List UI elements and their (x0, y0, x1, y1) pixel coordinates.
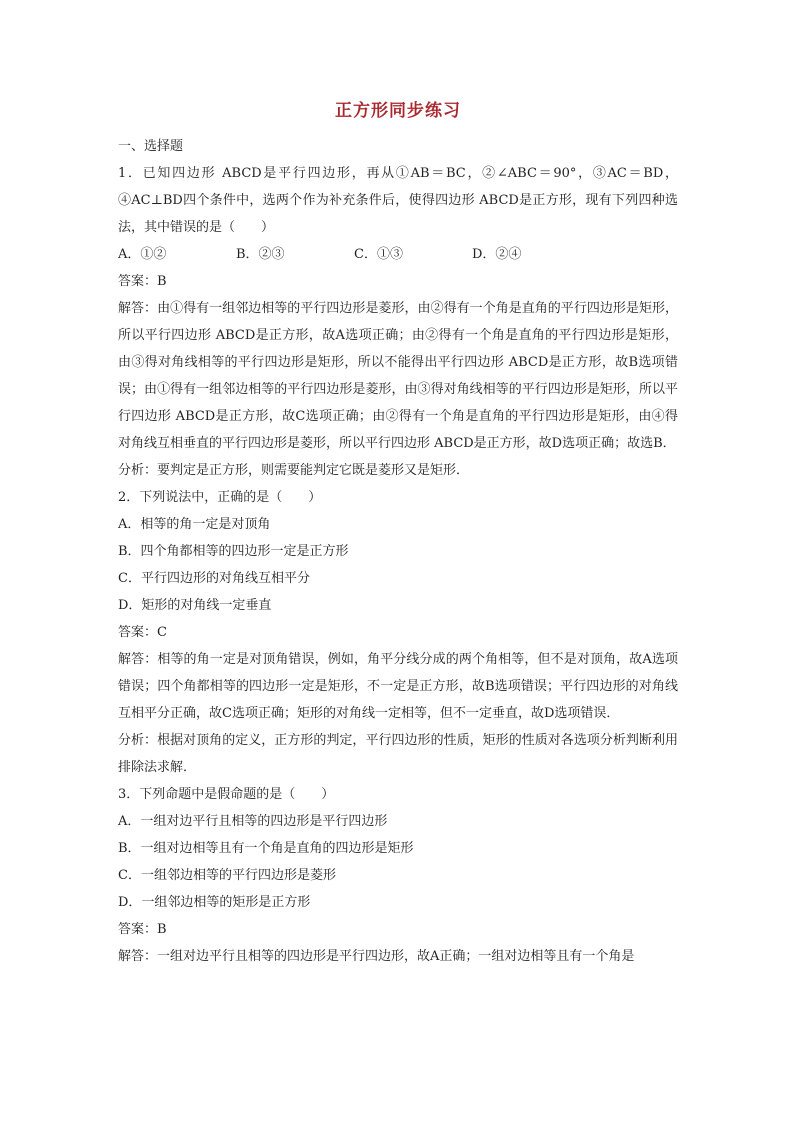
q2-option-d: D．矩形的对角线一定垂直 (118, 598, 272, 613)
q1-option-d: D．②④ (472, 247, 522, 262)
q3-option-b: B．一组对边相等且有一个角是直角的四边形是矩形 (118, 841, 414, 856)
q1-answer: 答案：B (118, 274, 167, 289)
q2-answer: 答案：C (118, 625, 167, 640)
q3-stem: 3．下列命题中是假命题的是（ ） (118, 787, 335, 802)
q2-analysis: 分析：根据对顶角的定义，正方形的判定，平行四边形的性质，矩形的性质对各选项分析判断利用排除法求解． (118, 733, 678, 775)
q3-option-c: C．一组邻边相等的平行四边形是菱形 (118, 868, 336, 883)
q1-option-b: B．②③ (236, 247, 285, 262)
page-title: 正方形同步练习 (335, 101, 461, 121)
section-heading: 一、选择题 (118, 139, 184, 154)
q2-explanation: 解答：相等的角一定是对顶角错误，例如，角平分线分成的两个角相等，但不是对顶角，故A选项错误；四个角都相等的四边形一定是矩形，不一定是正方形，故B选项错误；平行四边形的对角线互相平分正确，故C选项正确；矩形的对角线一定相等，但不一定垂直，故D选项错误． (118, 652, 678, 721)
q1-analysis: 分析：要判定是正方形，则需要能判定它既是菱形又是矩形． (118, 463, 470, 478)
q2-option-a: A．相等的角一定是对顶角 (118, 517, 271, 532)
q3-option-d: D．一组邻边相等的矩形是正方形 (118, 895, 311, 910)
q2-option-c: C．平行四边形的对角线互相平分 (118, 571, 310, 586)
q1-option-c: C．①③ (354, 247, 403, 262)
document-page (118, 96, 678, 970)
q3-answer: 答案：B (118, 922, 167, 937)
q1-stem: 1．已知四边形 ABCD是平行四边形，再从①AB＝BC，②∠ABC＝90°，③AC＝BD，④AC⊥BD四个条件中，选两个作为补充条件后，使得四边形 ABCD是正方形，现有下列四种选法，其中错误的是（ ） (118, 166, 678, 235)
q2-option-b: B．四个角都相等的四边形一定是正方形 (118, 544, 349, 559)
q3-option-a: A．一组对边平行且相等的四边形是平行四边形 (118, 814, 388, 829)
q1-option-a: A．①② (118, 247, 167, 262)
q3-explanation: 解答：一组对边平行且相等的四边形是平行四边形，故A正确；一组对边相等且有一个角是 (118, 949, 635, 964)
q1-explanation: 解答：由①得有一组邻边相等的平行四边形是菱形，由②得有一个角是直角的平行四边形是矩形，所以平行四边形 ABCD是正方形，故A选项正确；由②得有一个角是直角的平行四边形是矩形，由③得对角线相等的平行四边形是矩形，所以不能得出平行四边形 ABCD是正方形，故B选项错误；由①得有一组邻边相等的平行四边形是菱形，由③得对角线相等的平行四边形是矩形，所以平行四边形 ABCD是正方形，故C选项正确；由②得有一个角是直角的平行四边形是矩形，由④得对角线互相垂直的平行四边形是菱形，所以平行四边形 ABCD是正方形，故D选项正确；故选B． (118, 301, 678, 451)
q2-stem: 2．下列说法中，正确的是（ ） (118, 490, 322, 505)
q1-options (118, 241, 678, 268)
